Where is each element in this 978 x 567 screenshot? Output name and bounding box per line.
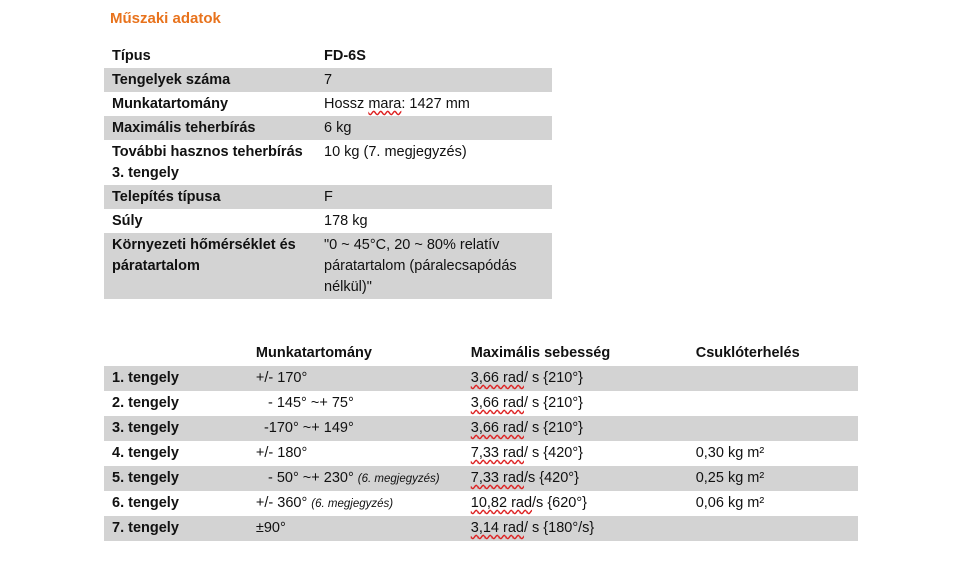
axis-speed xyxy=(463,416,688,441)
spec-value: 7 xyxy=(316,68,552,92)
speed-unit: / s {210°} xyxy=(523,420,583,436)
specs-header-row xyxy=(104,44,552,68)
spec-row xyxy=(104,116,552,140)
spec-value-text: Hossz xyxy=(324,96,369,112)
speed-unit: / s {420°} xyxy=(523,445,583,461)
spec-row xyxy=(104,233,552,299)
axis-load: 0,06 kg m² xyxy=(695,495,765,511)
axis-load: 0,25 kg m² xyxy=(688,466,858,491)
axis-note: (6. megjegyzés) xyxy=(311,498,394,510)
axis-range-text: +/- 180° xyxy=(255,445,308,461)
spec-value: 178 kg xyxy=(324,213,368,229)
speed-value: 3,66 rad xyxy=(470,395,524,411)
spec-row xyxy=(104,140,552,185)
axes-table xyxy=(104,340,858,541)
speed-unit: /s {620°} xyxy=(532,495,588,511)
speed-value: 3,14 rad xyxy=(470,520,524,536)
column-header: Maximális sebesség xyxy=(470,345,611,361)
spec-value-text: : 1427 mm xyxy=(401,96,470,112)
spec-label: Környezeti hőmérséklet és páratartalom xyxy=(104,233,316,299)
spec-value: 10 kg (7. megjegyzés) xyxy=(324,144,467,160)
spec-label: Munkatartomány xyxy=(112,96,229,112)
spec-row xyxy=(104,92,552,116)
spec-label: Típus xyxy=(112,48,151,64)
speed-unit: / s {210°} xyxy=(523,370,583,386)
axis-name: 3. tengely xyxy=(104,416,248,441)
axis-range-text: +/- 360° xyxy=(255,495,312,511)
axis-range xyxy=(248,441,463,466)
axis-speed xyxy=(463,391,688,416)
axis-range-text: - 50° ~+ 230° xyxy=(255,470,358,486)
axes-header-row xyxy=(104,340,858,366)
axis-name: 4. tengely xyxy=(112,445,179,461)
axis-range xyxy=(248,491,463,516)
axis-note: (6. megjegyzés) xyxy=(357,473,440,485)
axis-range xyxy=(248,466,463,491)
axis-range-text: - 145° ~+ 75° xyxy=(255,395,354,411)
spec-label: Maximális teherbírás xyxy=(104,116,316,140)
speed-unit: /s {420°} xyxy=(523,470,579,486)
spec-row xyxy=(104,68,552,92)
speed-unit: / s {180°/s} xyxy=(523,520,595,536)
axis-load xyxy=(688,516,858,541)
axis-range-text: ±90° xyxy=(255,520,286,536)
axis-load: 0,30 kg m² xyxy=(695,445,765,461)
spec-label: Súly xyxy=(112,213,143,229)
axis-row xyxy=(104,416,858,441)
axis-load xyxy=(688,416,858,441)
spec-label: Telepítés típusa xyxy=(104,185,316,209)
speed-value: 10,82 rad xyxy=(470,495,533,511)
axis-name: 6. tengely xyxy=(112,495,179,511)
axis-range xyxy=(248,366,463,391)
spec-row xyxy=(104,185,552,209)
spec-label: Tengelyek száma xyxy=(104,68,316,92)
speed-value: 3,66 rad xyxy=(470,370,524,386)
spec-value: 6 kg xyxy=(316,116,552,140)
axis-range xyxy=(248,391,463,416)
axis-speed xyxy=(463,491,688,516)
axis-row xyxy=(104,466,858,491)
specs-table xyxy=(104,44,552,299)
speed-value: 3,66 rad xyxy=(470,420,524,436)
axis-name: 1. tengely xyxy=(104,366,248,391)
axis-speed xyxy=(463,466,688,491)
axis-speed xyxy=(463,366,688,391)
spec-value: FD-6S xyxy=(324,48,366,64)
axis-row xyxy=(104,391,858,416)
axis-row xyxy=(104,441,858,466)
axis-name: 5. tengely xyxy=(104,466,248,491)
spec-value xyxy=(316,92,552,116)
column-header: Munkatartomány xyxy=(255,345,372,361)
spec-label: További hasznos teherbírás 3. tengely xyxy=(112,144,303,181)
spec-value: F xyxy=(316,185,552,209)
column-header: Csuklóterhelés xyxy=(695,345,800,361)
axis-load xyxy=(688,366,858,391)
axis-row xyxy=(104,516,858,541)
axis-range-text: +/- 170° xyxy=(255,370,308,386)
axis-range xyxy=(248,516,463,541)
axis-range-text: -170° ~+ 149° xyxy=(255,420,354,436)
spec-row xyxy=(104,209,552,233)
speed-value: 7,33 rad xyxy=(470,445,524,461)
speed-unit: / s {210°} xyxy=(523,395,583,411)
column-header xyxy=(104,340,248,366)
spec-value: "0 ~ 45°C, 20 ~ 80% relatív páratartalom (páralecsapódás nélkül)" xyxy=(316,233,552,299)
spellcheck-word: mara xyxy=(368,96,402,112)
section-title: Műszaki adatok xyxy=(110,10,221,27)
axis-row xyxy=(104,366,858,391)
speed-value: 7,33 rad xyxy=(470,470,524,486)
axis-speed xyxy=(463,441,688,466)
axis-range xyxy=(248,416,463,441)
axis-name: 7. tengely xyxy=(104,516,248,541)
axis-load xyxy=(688,391,858,416)
axis-name: 2. tengely xyxy=(112,395,179,411)
axis-speed xyxy=(463,516,688,541)
axis-row xyxy=(104,491,858,516)
